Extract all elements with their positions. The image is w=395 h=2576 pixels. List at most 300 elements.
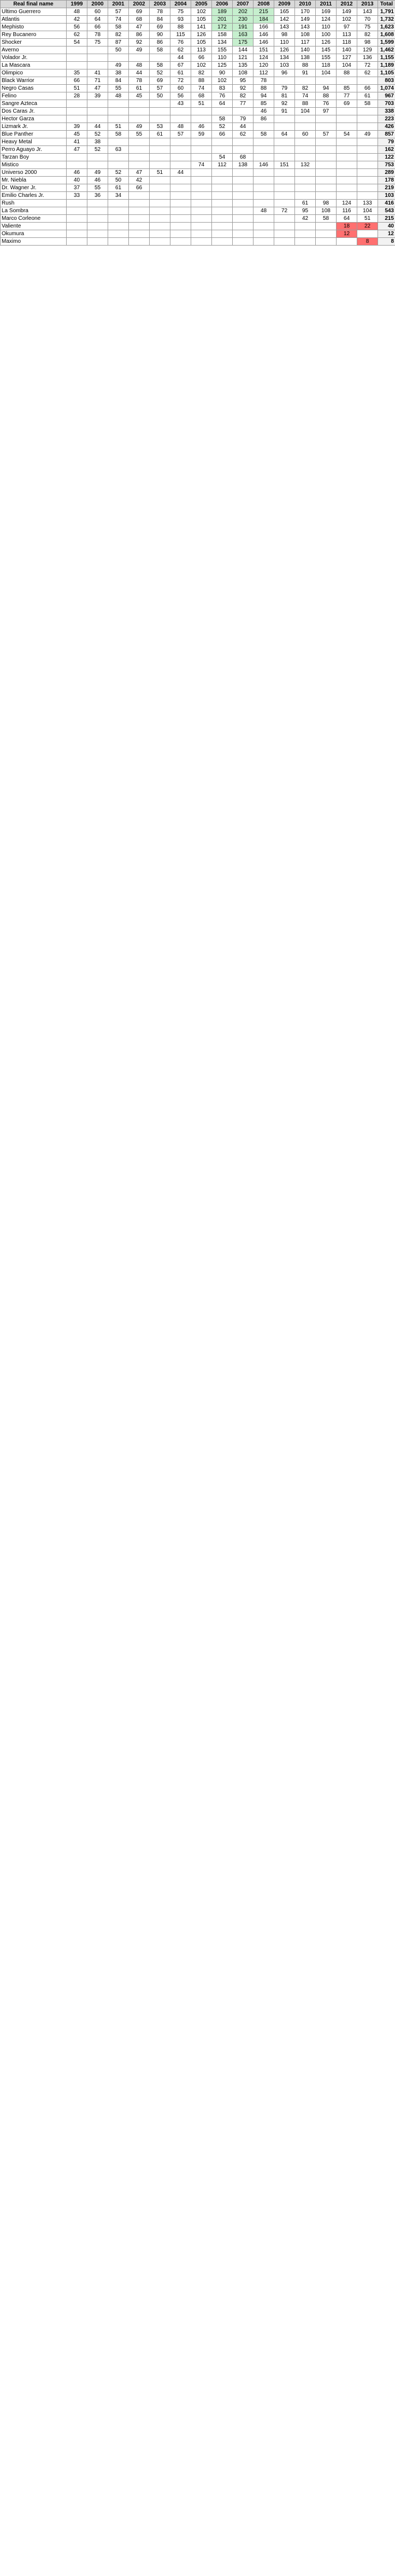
year-score-cell: 44 [129, 69, 150, 77]
year-score-cell: 50 [150, 92, 170, 100]
year-score-cell [108, 115, 129, 123]
year-score-cell: 66 [67, 77, 87, 85]
year-score-cell [316, 177, 337, 184]
year-score-cell [108, 238, 129, 246]
table-row [1, 238, 395, 246]
year-score-cell [87, 207, 108, 215]
year-score-cell: 51 [67, 85, 87, 92]
year-score-cell [87, 215, 108, 223]
year-score-cell: 82 [108, 31, 129, 39]
year-score-cell: 52 [108, 169, 129, 177]
year-score-cell [253, 154, 274, 161]
year-score-cell: 82 [357, 31, 378, 39]
year-score-cell [212, 207, 233, 215]
year-score-cell: 46 [253, 108, 274, 115]
year-score-cell: 82 [295, 85, 316, 92]
year-score-cell: 103 [274, 62, 295, 69]
year-score-cell: 45 [129, 92, 150, 100]
header-year: 2010 [295, 1, 316, 8]
year-score-cell: 70 [357, 16, 378, 24]
year-score-cell: 36 [87, 192, 108, 200]
year-score-cell: 52 [87, 131, 108, 138]
table-row [1, 154, 395, 161]
year-score-cell: 110 [274, 39, 295, 46]
total-cell: 8 [378, 238, 395, 246]
year-score-cell: 202 [233, 8, 253, 16]
header-year: 2007 [233, 1, 253, 8]
year-score-cell: 57 [108, 8, 129, 16]
year-score-cell: 201 [212, 16, 233, 24]
year-score-cell [295, 238, 316, 246]
year-score-cell: 44 [233, 123, 253, 131]
year-score-cell [233, 138, 253, 146]
table-body [1, 8, 395, 246]
year-score-cell [67, 161, 87, 169]
year-score-cell: 63 [108, 146, 129, 154]
year-score-cell: 54 [67, 39, 87, 46]
year-score-cell [129, 154, 150, 161]
year-score-cell [170, 223, 191, 230]
year-score-cell: 83 [212, 85, 233, 92]
year-score-cell [170, 115, 191, 123]
total-cell: 79 [378, 138, 395, 146]
year-score-cell: 76 [316, 100, 337, 108]
year-score-cell: 61 [295, 200, 316, 207]
year-score-cell: 49 [87, 169, 108, 177]
year-score-cell [253, 238, 274, 246]
year-score-cell: 40 [67, 177, 87, 184]
year-score-cell: 44 [170, 169, 191, 177]
year-score-cell: 46 [87, 177, 108, 184]
year-score-cell: 85 [253, 100, 274, 108]
year-score-cell [191, 154, 212, 161]
wrestler-name: Universo 2000 [1, 169, 67, 177]
year-score-cell [295, 177, 316, 184]
header-year: 2005 [191, 1, 212, 8]
year-score-cell [316, 192, 337, 200]
total-cell: 289 [378, 169, 395, 177]
year-score-cell [170, 177, 191, 184]
year-score-cell: 77 [233, 100, 253, 108]
year-score-cell: 134 [274, 54, 295, 62]
year-score-cell [337, 161, 357, 169]
year-score-cell: 46 [191, 123, 212, 131]
header-year: 2013 [357, 1, 378, 8]
year-score-cell [129, 115, 150, 123]
header-year: 2011 [316, 1, 337, 8]
total-cell: 1,105 [378, 69, 395, 77]
year-score-cell: 88 [295, 100, 316, 108]
ranking-table [0, 0, 395, 246]
year-score-cell [295, 138, 316, 146]
year-score-cell [150, 184, 170, 192]
year-score-cell [108, 100, 129, 108]
year-score-cell: 47 [129, 24, 150, 31]
year-score-cell: 48 [170, 123, 191, 131]
table-row [1, 207, 395, 215]
year-score-cell [87, 100, 108, 108]
total-cell: 1,599 [378, 39, 395, 46]
year-score-cell: 58 [108, 24, 129, 31]
year-score-cell [170, 161, 191, 169]
year-score-cell: 71 [87, 77, 108, 85]
year-score-cell: 108 [295, 31, 316, 39]
year-score-cell: 88 [337, 69, 357, 77]
table-row [1, 177, 395, 184]
year-score-cell [233, 207, 253, 215]
year-score-cell [337, 115, 357, 123]
header-year: 2006 [212, 1, 233, 8]
year-score-cell [253, 146, 274, 154]
year-score-cell: 64 [337, 215, 357, 223]
year-score-cell [212, 146, 233, 154]
year-score-cell [150, 238, 170, 246]
year-score-cell: 62 [357, 69, 378, 77]
year-score-cell [87, 115, 108, 123]
year-score-cell: 38 [108, 69, 129, 77]
year-score-cell [108, 207, 129, 215]
year-score-cell: 102 [191, 8, 212, 16]
year-score-cell [233, 238, 253, 246]
year-score-cell: 184 [253, 16, 274, 24]
year-score-cell [67, 207, 87, 215]
year-score-cell [337, 154, 357, 161]
year-score-cell [274, 154, 295, 161]
header-year: 2004 [170, 1, 191, 8]
year-score-cell: 57 [150, 85, 170, 92]
year-score-cell: 189 [212, 8, 233, 16]
year-score-cell: 55 [87, 184, 108, 192]
table-row [1, 115, 395, 123]
year-score-cell: 77 [337, 92, 357, 100]
year-score-cell: 143 [274, 24, 295, 31]
year-score-cell: 88 [316, 92, 337, 100]
year-score-cell: 151 [253, 46, 274, 54]
year-score-cell [150, 108, 170, 115]
year-score-cell [67, 54, 87, 62]
year-score-cell: 58 [150, 62, 170, 69]
year-score-cell [129, 100, 150, 108]
year-score-cell [212, 215, 233, 223]
year-score-cell [233, 146, 253, 154]
year-score-cell [87, 54, 108, 62]
year-score-cell [316, 138, 337, 146]
year-score-cell: 76 [170, 39, 191, 46]
year-score-cell [233, 192, 253, 200]
year-score-cell: 52 [150, 69, 170, 77]
year-score-cell [108, 161, 129, 169]
total-cell: 1,623 [378, 24, 395, 31]
wrestler-name: Felino [1, 92, 67, 100]
year-score-cell: 79 [233, 115, 253, 123]
year-score-cell [233, 169, 253, 177]
table-row [1, 161, 395, 169]
year-score-cell: 54 [212, 154, 233, 161]
year-score-cell: 68 [233, 154, 253, 161]
table-row [1, 100, 395, 108]
total-cell: 12 [378, 230, 395, 238]
year-score-cell: 69 [129, 8, 150, 16]
year-score-cell: 47 [87, 85, 108, 92]
year-score-cell: 74 [191, 161, 212, 169]
year-score-cell: 72 [170, 77, 191, 85]
year-score-cell: 41 [87, 69, 108, 77]
year-score-cell [357, 138, 378, 146]
year-score-cell: 92 [274, 100, 295, 108]
year-score-cell: 69 [150, 24, 170, 31]
wrestler-name: Dos Caras Jr. [1, 108, 67, 115]
year-score-cell: 90 [212, 69, 233, 77]
wrestler-name: Negro Casas [1, 85, 67, 92]
year-score-cell [253, 177, 274, 184]
table-row [1, 200, 395, 207]
year-score-cell [295, 169, 316, 177]
wrestler-name: Volador Jr. [1, 54, 67, 62]
year-score-cell [357, 77, 378, 85]
year-score-cell: 91 [295, 69, 316, 77]
year-score-cell: 142 [274, 16, 295, 24]
year-score-cell [357, 230, 378, 238]
year-score-cell: 49 [108, 62, 129, 69]
year-score-cell [337, 184, 357, 192]
year-score-cell [233, 215, 253, 223]
year-score-cell: 41 [67, 138, 87, 146]
table-row [1, 62, 395, 69]
year-score-cell [253, 192, 274, 200]
year-score-cell [108, 223, 129, 230]
year-score-cell [212, 192, 233, 200]
year-score-cell: 64 [274, 131, 295, 138]
year-score-cell: 104 [337, 62, 357, 69]
year-score-cell: 62 [170, 46, 191, 54]
year-score-cell: 140 [295, 46, 316, 54]
year-score-cell: 146 [253, 39, 274, 46]
year-score-cell [212, 138, 233, 146]
table-row [1, 138, 395, 146]
year-score-cell: 104 [357, 207, 378, 215]
year-score-cell [316, 115, 337, 123]
year-score-cell: 175 [233, 39, 253, 46]
year-score-cell: 68 [191, 92, 212, 100]
wrestler-name: Olimpico [1, 69, 67, 77]
year-score-cell: 91 [274, 108, 295, 115]
year-score-cell: 58 [316, 215, 337, 223]
year-score-cell [191, 184, 212, 192]
year-score-cell: 144 [233, 46, 253, 54]
year-score-cell: 75 [357, 24, 378, 31]
year-score-cell: 134 [212, 39, 233, 46]
total-cell: 1,189 [378, 62, 395, 69]
year-score-cell: 88 [253, 85, 274, 92]
year-score-cell: 92 [233, 85, 253, 92]
header-name: Real final name [1, 1, 67, 8]
year-score-cell [67, 108, 87, 115]
year-score-cell [191, 200, 212, 207]
year-score-cell [295, 230, 316, 238]
table-row [1, 146, 395, 154]
total-cell: 1,791 [378, 8, 395, 16]
year-score-cell: 67 [170, 62, 191, 69]
year-score-cell: 76 [212, 92, 233, 100]
year-score-cell [233, 108, 253, 115]
year-score-cell: 110 [316, 24, 337, 31]
year-score-cell: 155 [212, 46, 233, 54]
year-score-cell: 64 [212, 100, 233, 108]
year-score-cell: 115 [170, 31, 191, 39]
year-score-cell: 48 [253, 207, 274, 215]
year-score-cell [87, 230, 108, 238]
table-row [1, 230, 395, 238]
table-row [1, 131, 395, 138]
year-score-cell [150, 192, 170, 200]
header-year: 2000 [87, 1, 108, 8]
year-score-cell: 102 [191, 62, 212, 69]
year-score-cell [337, 138, 357, 146]
year-score-cell [67, 62, 87, 69]
year-score-cell [212, 230, 233, 238]
year-score-cell: 44 [87, 123, 108, 131]
year-score-cell: 49 [129, 46, 150, 54]
year-score-cell [316, 184, 337, 192]
year-score-cell [233, 230, 253, 238]
year-score-cell: 43 [170, 100, 191, 108]
year-score-cell [150, 223, 170, 230]
year-score-cell [274, 223, 295, 230]
table-row [1, 108, 395, 115]
year-score-cell: 129 [357, 46, 378, 54]
year-score-cell [191, 169, 212, 177]
year-score-cell: 94 [316, 85, 337, 92]
year-score-cell: 68 [129, 16, 150, 24]
year-score-cell: 82 [191, 69, 212, 77]
year-score-cell [357, 177, 378, 184]
table-row [1, 8, 395, 16]
year-score-cell [357, 161, 378, 169]
year-score-cell: 85 [337, 85, 357, 92]
year-score-cell [87, 200, 108, 207]
header-year: 2009 [274, 1, 295, 8]
year-score-cell: 88 [170, 24, 191, 31]
year-score-cell: 74 [295, 92, 316, 100]
year-score-cell [316, 154, 337, 161]
total-cell: 967 [378, 92, 395, 100]
wrestler-name: Averno [1, 46, 67, 54]
year-score-cell [170, 192, 191, 200]
table-row [1, 85, 395, 92]
year-score-cell: 78 [87, 31, 108, 39]
year-score-cell: 132 [295, 161, 316, 169]
year-score-cell [170, 230, 191, 238]
year-score-cell: 100 [316, 31, 337, 39]
year-score-cell: 81 [274, 92, 295, 100]
year-score-cell [150, 161, 170, 169]
year-score-cell: 191 [233, 24, 253, 31]
year-score-cell [87, 108, 108, 115]
table-row [1, 184, 395, 192]
year-score-cell: 47 [67, 146, 87, 154]
wrestler-name: Atlantis [1, 16, 67, 24]
year-score-cell: 18 [337, 223, 357, 230]
year-score-cell: 61 [108, 184, 129, 192]
year-score-cell: 104 [295, 108, 316, 115]
year-score-cell [295, 184, 316, 192]
year-score-cell: 52 [87, 146, 108, 154]
year-score-cell: 49 [357, 131, 378, 138]
table-row [1, 69, 395, 77]
year-score-cell [295, 123, 316, 131]
year-score-cell: 79 [274, 85, 295, 92]
year-score-cell: 146 [253, 161, 274, 169]
year-score-cell [295, 77, 316, 85]
year-score-cell: 75 [170, 8, 191, 16]
year-score-cell: 51 [108, 123, 129, 131]
year-score-cell [253, 223, 274, 230]
total-cell: 1,608 [378, 31, 395, 39]
header-year: 1999 [67, 1, 87, 8]
year-score-cell: 143 [295, 24, 316, 31]
year-score-cell: 169 [316, 8, 337, 16]
table-row [1, 54, 395, 62]
year-score-cell [274, 184, 295, 192]
total-cell: 103 [378, 192, 395, 200]
year-score-cell: 118 [337, 39, 357, 46]
year-score-cell: 50 [108, 46, 129, 54]
year-score-cell [212, 200, 233, 207]
table-row [1, 169, 395, 177]
year-score-cell [108, 230, 129, 238]
total-cell: 1,074 [378, 85, 395, 92]
year-score-cell: 151 [274, 161, 295, 169]
year-score-cell: 8 [357, 238, 378, 246]
year-score-cell [108, 154, 129, 161]
wrestler-name: Rey Bucanero [1, 31, 67, 39]
year-score-cell: 88 [295, 62, 316, 69]
year-score-cell: 61 [150, 131, 170, 138]
year-score-cell: 140 [337, 46, 357, 54]
year-score-cell [129, 215, 150, 223]
year-score-cell [87, 223, 108, 230]
table-row [1, 16, 395, 24]
year-score-cell [150, 177, 170, 184]
year-score-cell: 61 [129, 85, 150, 92]
header-total: Total [378, 1, 395, 8]
year-score-cell: 48 [108, 92, 129, 100]
year-score-cell: 124 [253, 54, 274, 62]
year-score-cell [316, 223, 337, 230]
year-score-cell [274, 238, 295, 246]
year-score-cell [233, 200, 253, 207]
year-score-cell [150, 215, 170, 223]
wrestler-name: Dr. Wagner Jr. [1, 184, 67, 192]
wrestler-name: Okumura [1, 230, 67, 238]
header-year: 2002 [129, 1, 150, 8]
year-score-cell: 149 [295, 16, 316, 24]
year-score-cell [129, 238, 150, 246]
year-score-cell [253, 169, 274, 177]
year-score-cell [150, 207, 170, 215]
year-score-cell [170, 200, 191, 207]
year-score-cell: 86 [253, 115, 274, 123]
year-score-cell [150, 230, 170, 238]
year-score-cell: 141 [191, 24, 212, 31]
year-score-cell: 145 [316, 46, 337, 54]
wrestler-name: Tarzan Boy [1, 154, 67, 161]
year-score-cell [87, 46, 108, 54]
year-score-cell [357, 123, 378, 131]
year-score-cell [212, 184, 233, 192]
year-score-cell: 44 [170, 54, 191, 62]
year-score-cell [87, 161, 108, 169]
